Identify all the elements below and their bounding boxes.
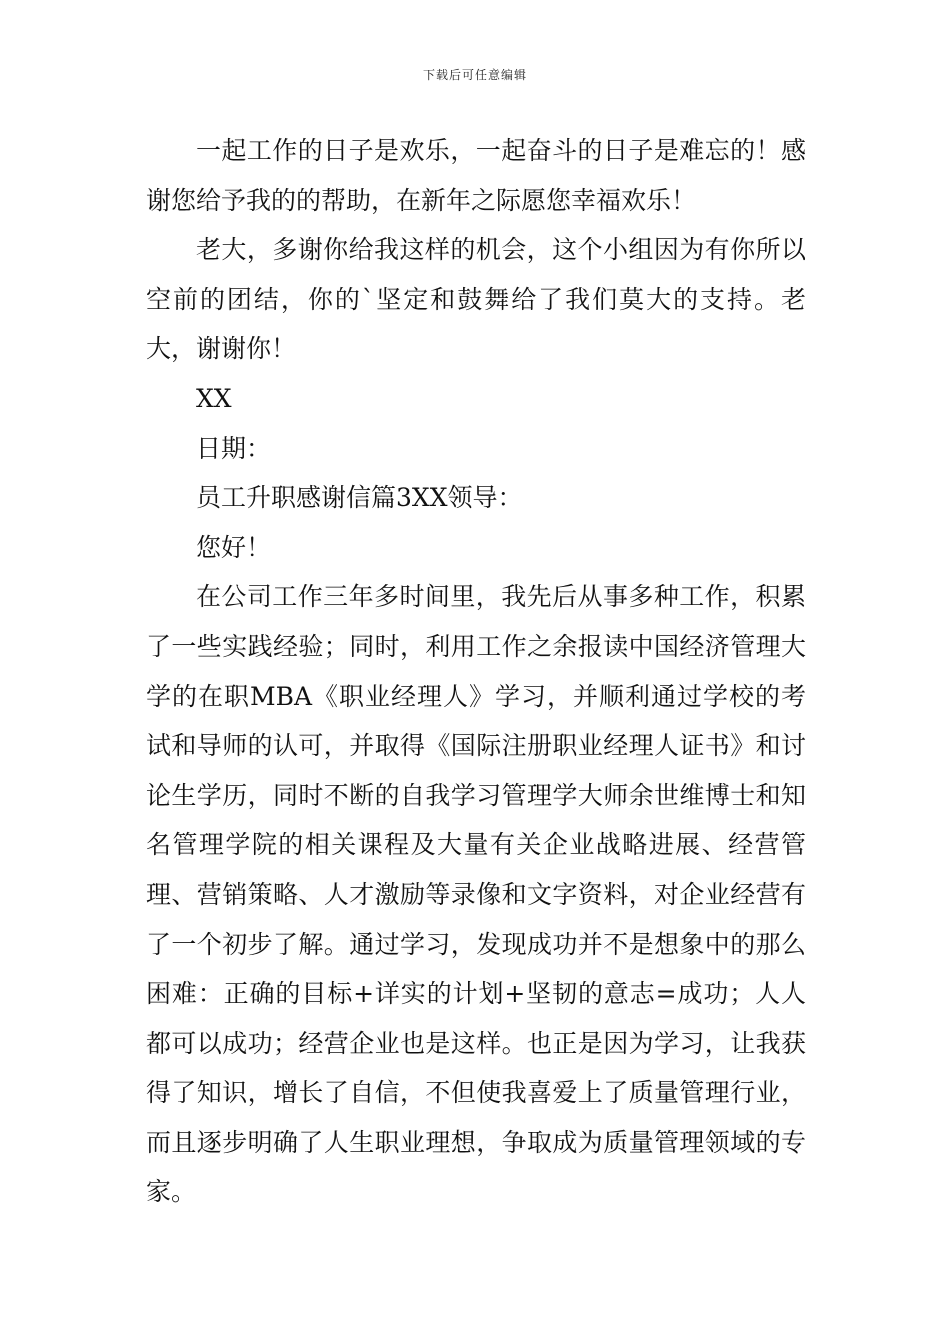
- salutation: 您好！: [196, 532, 272, 562]
- paragraph-main: 在公司工作三年多时间里，我先后从事多种工作，积累了一些实践经验；同时，利用工作之余报读中国经济管理大学的在职MBA《职业经理人》学习，并顺利通过学校的考试和导师的认可，并取得《国际注册职业经理人证书》和讨论生学历，同时不断的自我学习管理学大师余世维博士和知名管理学院的相关课程及大量有关企业战略进展、经营管理、营销策略、人才激励等录像和文字资料，对企业经营有了一个初步了解。通过学习，发现成功并不是想象中的那么困难：正确的目标+详实的计划+坚韧的意志=成功；人人都可以成功；经营企业也是这样。也正是因为学习，让我获得了知识，增长了自信，不但使我喜爱上了质量管理行业，而且逐步明确了人生职业理想，争取成为质量管理领域的专家。: [146, 582, 806, 1207]
- paragraph-thanks-boss: 老大，多谢你给我这样的机会，这个小组因为有你所以空前的团结，你的`坚定和鼓舞给了我们莫大的支持。老大，谢谢你！: [146, 235, 806, 364]
- header-note: 下载后可任意编辑: [422, 68, 527, 82]
- date-label: 日期：: [196, 433, 272, 463]
- letter-heading: 员工升职感谢信篇3XX领导：: [196, 483, 523, 513]
- paragraph-greeting: 一起工作的日子是欢乐，一起奋斗的日子是难忘的！感谢您给予我的的帮助，在新年之际愿您幸福欢乐！: [146, 136, 806, 215]
- signature-name: XX: [196, 383, 232, 413]
- document-body: [146, 126, 806, 1217]
